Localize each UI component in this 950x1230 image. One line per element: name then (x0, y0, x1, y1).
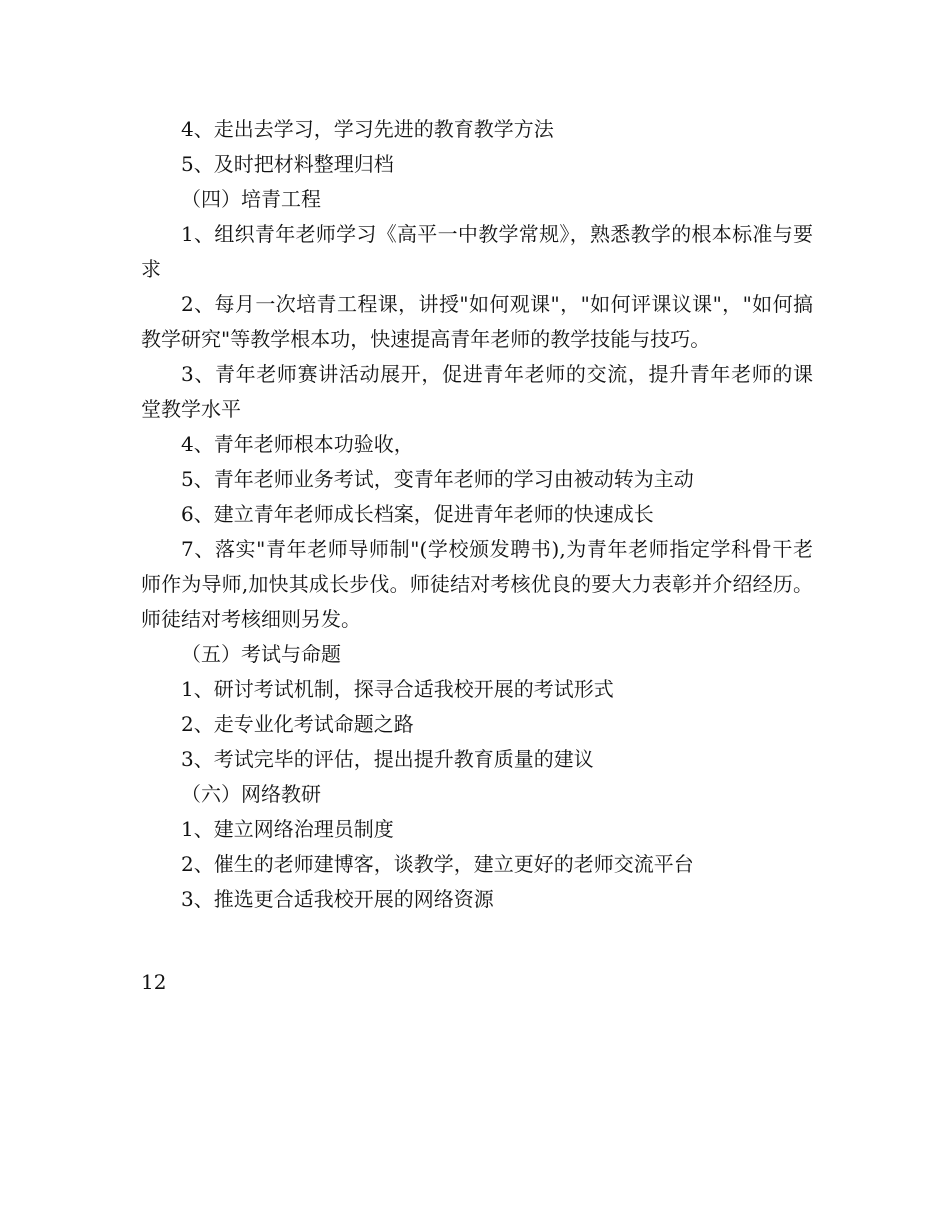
paragraph-item-7-mentor-system: 7、落实"青年老师导师制"(学校颁发聘书),为青年老师指定学科骨干老师作为导师,加快其成长步伐。师徒结对考核优良的要大力表彰并介绍经历。师徒结对考核细则另发。 (141, 537, 813, 631)
section-heading-exam: （五）考试与命题 (181, 642, 341, 666)
paragraph-item-2-monthly-class: 2、每月一次培青工程课，讲授"如何观课"，"如何评课议课"，"如何搞教学研究"等教学根本功，快速提高青年老师的教学技能与技巧。 (141, 292, 813, 351)
paragraph-item-5-archive: 5、及时把材料整理归档 (181, 152, 394, 176)
document-body (141, 112, 813, 917)
section-heading-online-research: （六）网络教研 (181, 782, 321, 806)
paragraph-item-4-study-outside: 4、走出去学习，学习先进的教育教学方法 (181, 117, 554, 141)
paragraph-item-1-teaching-rules: 1、组织青年老师学习《高平一中教学常规》，熟悉教学的根本标准与要求 (141, 222, 813, 281)
paragraph-item-2-teacher-blog: 2、催生的老师建博客，谈教学，建立更好的老师交流平台 (181, 852, 694, 876)
paragraph-item-6-growth-archive: 6、建立青年老师成长档案，促进青年老师的快速成长 (181, 502, 654, 526)
paragraph-item-4-skill-check: 4、青年老师根本功验收， (181, 432, 414, 456)
paragraph-item-3-lecture-contest: 3、青年老师赛讲活动展开，促进青年老师的交流，提升青年老师的课堂教学水平 (141, 362, 813, 421)
paragraph-item-1-network-admin: 1、建立网络治理员制度 (181, 817, 394, 841)
paragraph-item-3-exam-evaluation: 3、考试完毕的评估，提出提升教育质量的建议 (181, 747, 594, 771)
paragraph-item-5-business-exam: 5、青年老师业务考试，变青年老师的学习由被动转为主动 (181, 467, 694, 491)
paragraph-item-2-professional-exam: 2、走专业化考试命题之路 (181, 712, 414, 736)
paragraph-item-3-network-resources: 3、推选更合适我校开展的网络资源 (181, 887, 494, 911)
paragraph-item-1-exam-mechanism: 1、研讨考试机制，探寻合适我校开展的考试形式 (181, 677, 614, 701)
page-number: 12 (141, 970, 167, 994)
section-heading-youth-training: （四）培青工程 (181, 187, 321, 211)
